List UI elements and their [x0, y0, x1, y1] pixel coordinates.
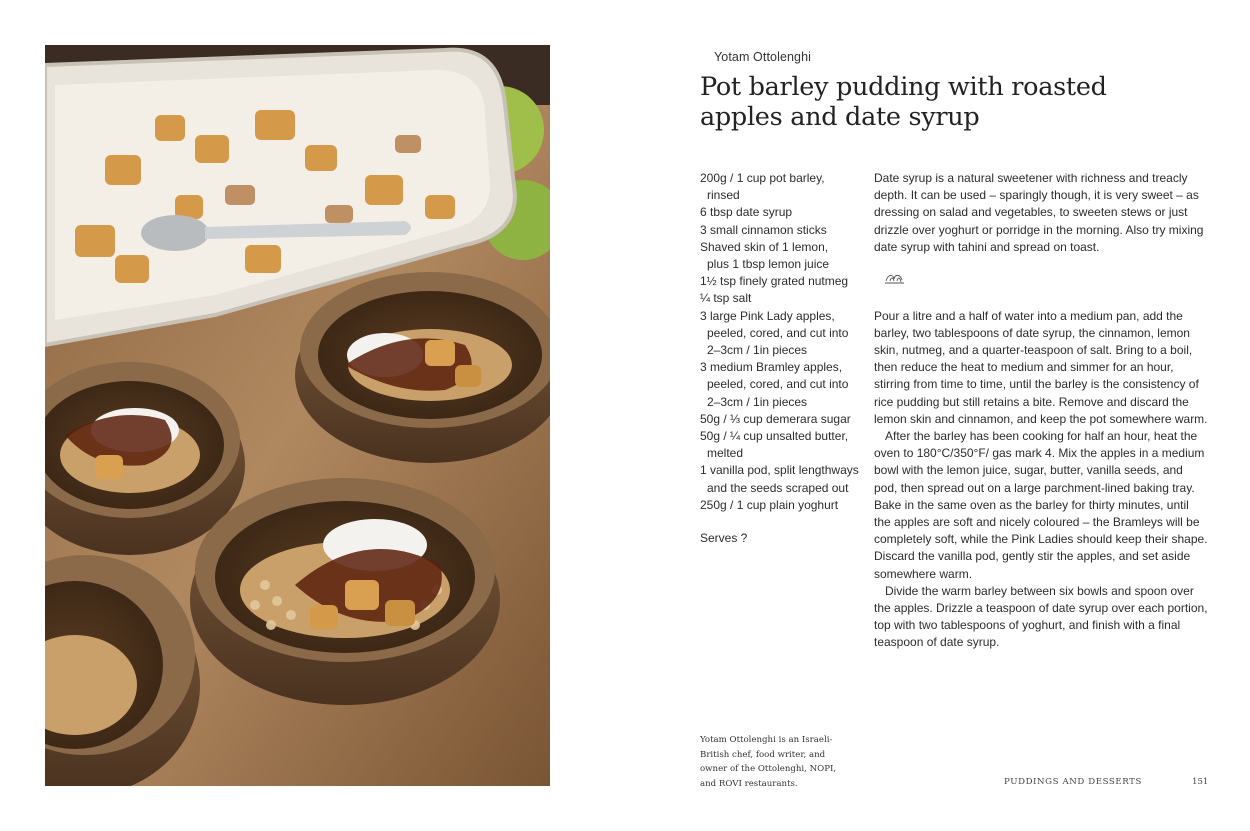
method-line: top with two tablespoons of yoghurt, and finish with a final: [874, 618, 1181, 633]
method-line: Divide the warm barley between six bowls and spoon over: [885, 583, 1194, 598]
paragraph-gap: [874, 273, 1214, 290]
section-label: PUDDINGS AND DESSERTS: [1004, 777, 1142, 787]
ingredient-item: 200g / 1 cup pot barley,: [700, 171, 825, 185]
bio-line: owner of the Ottolenghi, NOPI,: [700, 764, 837, 775]
ingredient-item: 2–3cm / 1in pieces: [707, 343, 808, 358]
bowl: [295, 272, 550, 463]
method-line: pod, then spread out on a large parchment-lined baking tray.: [874, 480, 1195, 495]
floral-ornament-icon: [884, 271, 906, 285]
ingredient-item: ¼ tsp salt: [700, 291, 752, 306]
ingredient-item: 50g / ¼ cup unsalted butter,: [700, 429, 849, 444]
ingredient-item: 2–3cm / 1in pieces: [707, 394, 808, 409]
method-text: [874, 170, 1214, 652]
method-line: skin, nutmeg, and a quarter-teaspoon of salt. Bring to a boil,: [874, 342, 1193, 357]
method-line: the apples. Drizzle a teaspoon of date syrup over each portion,: [874, 601, 1208, 616]
ingredient-item: plus 1 tbsp lemon juice: [707, 257, 830, 272]
bio-line: British chef, food writer, and: [700, 749, 826, 760]
spoon: [141, 215, 209, 251]
method-line: bowl with the lemon juice, sugar, butter, vanilla seeds, and: [874, 463, 1183, 478]
ingredient-item: 3 medium Bramley apples,: [700, 360, 843, 375]
ingredient-item: 250g / 1 cup plain yoghurt: [700, 497, 839, 512]
ingredient-item: rinsed: [707, 188, 740, 203]
bowl: [190, 478, 500, 705]
bio-line: Yotam Ottolenghi is an Israeli-: [700, 735, 833, 745]
ingredient-item: 50g / ⅓ cup demerara sugar: [700, 411, 851, 426]
bio-line: and ROVI restaurants.: [700, 779, 798, 790]
method-line: oven to 180°C/350°F/ gas mark 4. Mix the apples in a medium: [874, 446, 1205, 461]
ingredient-item: Shaved skin of 1 lemon,: [700, 239, 829, 254]
method-line: Date syrup is a natural sweetener with richness and treacly: [874, 171, 1188, 185]
ingredient-item: and the seeds scraped out: [707, 480, 849, 495]
method-line: Discard the vanilla pod, gently stir the apples, and set aside: [874, 549, 1191, 564]
ingredient-item: 3 small cinnamon sticks: [700, 222, 827, 237]
method-line: lemon skin and cinnamon, and keep the pot somewhere warm.: [874, 411, 1208, 426]
ingredient-item: peeled, cored, and cut into: [707, 377, 849, 392]
ingredient-item: 1 vanilla pod, split lengthways: [700, 463, 859, 478]
title-line: Pot barley pudding with roasted: [700, 72, 1107, 102]
method-line: Pour a litre and a half of water into a medium pan, add the: [874, 308, 1183, 323]
ingredient-item: melted: [707, 446, 744, 461]
method-line: barley, two tablespoons of date syrup, the cinnamon, lemon: [874, 325, 1190, 340]
method-line: rice pudding but still retains a bite. Remove and discard the: [874, 394, 1189, 409]
paragraph-gap: [874, 256, 1214, 273]
method-line: drizzle over yoghurt or porridge in the morning. Also try mixing: [874, 222, 1204, 237]
ingredients-list: [700, 170, 865, 514]
method-line: dressing on salad and vegetables, to sweeten stews or just: [874, 205, 1188, 220]
serves-label: Serves ?: [700, 531, 748, 545]
title-line: apples and date syrup: [700, 102, 980, 132]
ingredient-item: 1½ tsp finely grated nutmeg: [700, 274, 849, 289]
method-line: depth. It can be used – sparingly though, it is very sweet – as: [874, 188, 1199, 203]
paragraph-gap: [874, 290, 1214, 307]
recipe-photo: [45, 45, 550, 786]
ingredient-item: 3 large Pink Lady apples,: [700, 308, 835, 323]
method-line: somewhere warm.: [874, 566, 973, 581]
method-line: the apples are soft and nicely coloured – the Bramleys will be: [874, 515, 1200, 530]
method-line: date syrup with tahini and spread on toast.: [874, 239, 1100, 254]
method-line: After the barley has been cooking for half an hour, heat the: [885, 429, 1198, 443]
method-line: Bake in the same oven as the barley for thirty minutes, until: [874, 497, 1189, 512]
photo-illustration: [45, 45, 550, 786]
page-number: 151: [1192, 777, 1209, 787]
ingredient-item: 6 tbsp date syrup: [700, 205, 793, 220]
method-line: teaspoon of date syrup.: [874, 635, 1000, 650]
method-line: completely soft, while the Pink Ladies should keep their shape.: [874, 532, 1208, 547]
method-line: then reduce the heat to medium and simmer for an hour,: [874, 360, 1174, 375]
author-bio: [700, 733, 850, 792]
method-line: stirring from time to time, until the barley is the consistency of: [874, 377, 1199, 392]
ingredient-item: peeled, cored, and cut into: [707, 325, 849, 340]
author-name: Yotam Ottolenghi: [714, 50, 812, 64]
recipe-title: [700, 72, 1120, 132]
